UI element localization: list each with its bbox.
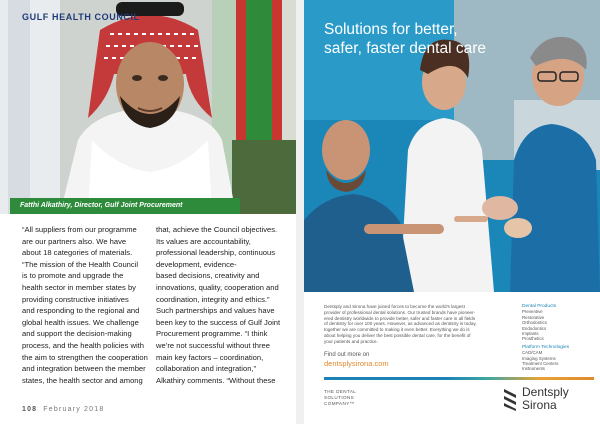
product-item: Instruments	[522, 366, 545, 372]
article-line: that, achieve the Council objectives.	[156, 225, 278, 234]
logo-mark-icon	[502, 387, 518, 411]
advert-body-line: ered dentistry worldwide to provide better, safer and faster care in all fields	[324, 315, 476, 321]
website-link[interactable]: dentsplysirona.com	[324, 359, 389, 368]
article-line: “The mission of the Health Council	[22, 259, 139, 269]
product-list	[522, 304, 594, 372]
article-line: collaboration and integration,”	[156, 364, 257, 374]
article-line: coordination, integrity and ethics.”	[156, 294, 270, 304]
article-line: Procurement programme. “I think	[156, 329, 268, 339]
article-line: Its values are accountability,	[156, 236, 251, 246]
tagline-line: THE DENTAL	[324, 389, 357, 394]
article-column-2	[156, 224, 282, 386]
article-line: Alkathiry comments. “Without these	[156, 375, 276, 385]
products-heading-dental: Dental Products	[522, 304, 557, 309]
article-line: development, evidence-	[156, 259, 237, 269]
advert-page	[304, 0, 600, 424]
headline-line: Solutions for better,	[324, 21, 458, 38]
product-item: Endodontics	[522, 325, 547, 331]
product-item: Restorative	[522, 314, 545, 320]
article-line: and integration between the member	[22, 364, 146, 374]
article-line: we’re not successful without three	[156, 340, 270, 350]
article-line: is to promote and upgrade the	[22, 271, 124, 281]
advert-body-line: together we are committed to making it even better. Everything we do is	[324, 327, 470, 333]
logo-wordmark	[522, 386, 569, 411]
article-line: health sector in member states by	[22, 282, 136, 292]
product-item: Prosthetics	[522, 336, 544, 342]
article-line: main key factors – coordination,	[156, 352, 264, 362]
article-line: the aim to strengthen the cooperation	[22, 352, 148, 362]
logo-line: Sirona	[522, 397, 557, 412]
left-page	[0, 0, 296, 424]
article-line: providing constructive initiatives	[22, 294, 129, 304]
article-line: been key to the success of Gulf Joint	[156, 317, 281, 327]
advert-headline	[324, 20, 594, 58]
products-heading-platform: Platform Technologies	[522, 344, 570, 350]
article-line: Such partnerships and values have	[156, 306, 275, 316]
find-out-more-label: Find out more on	[324, 352, 370, 358]
article-line: professional leadership, continuous	[156, 248, 276, 258]
article-line: process, and the health policies with	[22, 340, 144, 350]
brand-color-stripe	[324, 377, 594, 380]
product-item: Treatment Centers	[522, 361, 559, 367]
photo-caption: Fatthi Alkathiry, Director, Gulf Joint Procurement	[10, 198, 240, 214]
article-line: and responding to the regional and	[22, 306, 140, 316]
product-item: Imaging Systems	[522, 355, 556, 361]
article-line: states, the health sector and among	[22, 375, 143, 385]
article-line: and support the decision-making	[22, 329, 132, 339]
page-gutter	[296, 0, 304, 424]
article-line: based decisions, creativity and	[156, 271, 260, 281]
headline-line: safer, faster dental care	[324, 40, 486, 57]
advert-body-line: your patients and practice.	[324, 338, 378, 344]
section-kicker: GULF HEALTH COUNCIL	[22, 12, 140, 22]
article-line: are our partners also. We have	[22, 236, 127, 246]
page-folio	[22, 406, 104, 413]
portrait-photo	[0, 0, 296, 214]
advert-body-line: provider of professional dental solutions. Our trusted brands have pioneer-	[324, 309, 476, 315]
product-item: Preventive	[522, 309, 543, 315]
product-item: Orthodontics	[522, 320, 547, 326]
page-number: 108	[22, 406, 38, 413]
advert-body-line: about helping you deliver the best possible dental care, for the benefit of	[324, 332, 471, 338]
article-line: about 18 categories of materials.	[22, 248, 133, 258]
advert-body-line: Dentsply and Sirona have joined forces to become the world’s largest	[324, 304, 465, 309]
article-line: innovations, quality, cooperation and	[156, 282, 279, 292]
product-item: CAD/CAM	[522, 350, 543, 356]
dentsply-sirona-logo	[502, 386, 594, 412]
article-line: “All suppliers from our programme	[22, 225, 137, 234]
issue-date: February 2018	[43, 406, 105, 413]
article-column-1	[22, 224, 148, 386]
tagline-line: COMPANY™	[324, 401, 355, 406]
product-item: Implants	[522, 331, 539, 337]
advert-body-line: of dentistry for over 100 years. However, as advanced as dentistry is today,	[324, 321, 477, 327]
logo-line: Dentsply	[522, 385, 569, 399]
advert-body	[324, 304, 502, 345]
article-line: global health issues. We challenge	[22, 317, 139, 327]
tagline-line: SOLUTIONS	[324, 395, 355, 400]
company-tagline	[324, 389, 384, 407]
